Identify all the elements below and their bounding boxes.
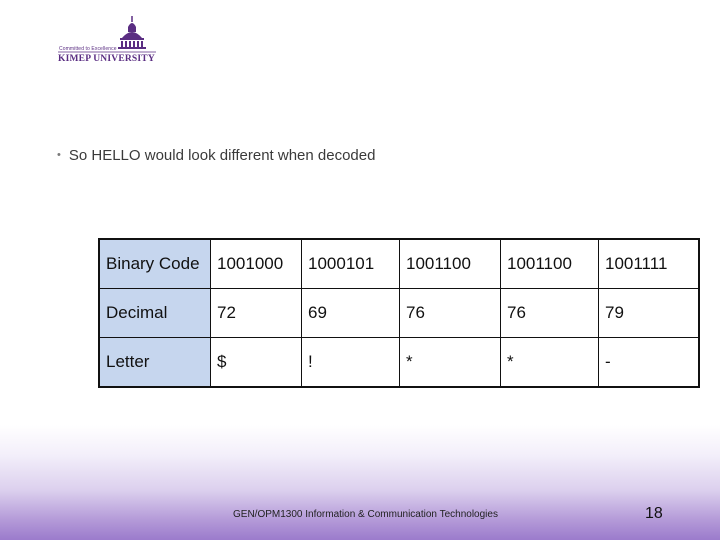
table-cell: 1001100 (501, 239, 599, 289)
page-number: 18 (645, 505, 663, 522)
table-cell: 1000101 (302, 239, 400, 289)
row-header: Letter (99, 338, 211, 388)
table-cell: 76 (400, 289, 501, 338)
table-cell: ! (302, 338, 400, 388)
table-row (99, 239, 699, 289)
table-cell: 1001100 (400, 239, 501, 289)
kimep-logo (56, 14, 166, 70)
table-cell: - (599, 338, 700, 388)
row-header: Decimal (99, 289, 211, 338)
row-header: Binary Code (99, 239, 211, 289)
table-cell: 1001000 (211, 239, 302, 289)
logo-name: KIMEP UNIVERSITY (58, 54, 155, 64)
table-cell: 1001111 (599, 239, 700, 289)
table-cell: 69 (302, 289, 400, 338)
bullet-point (57, 147, 375, 164)
table-cell: * (400, 338, 501, 388)
table-row (99, 338, 699, 388)
bullet-text: So HELLO would look different when decoded (68, 147, 376, 164)
logo-tagline: Committed to Excellence (59, 46, 117, 52)
table-cell: 76 (501, 289, 599, 338)
bullet-icon: • (57, 149, 61, 161)
table-cell: 72 (211, 289, 302, 338)
encoding-table (98, 238, 700, 388)
footer-course-title: GEN/OPM1300 Information & Communication Technologies (233, 509, 498, 520)
table-row (99, 289, 699, 338)
table-cell: $ (211, 338, 302, 388)
table-cell: 79 (599, 289, 700, 338)
table-cell: * (501, 338, 599, 388)
